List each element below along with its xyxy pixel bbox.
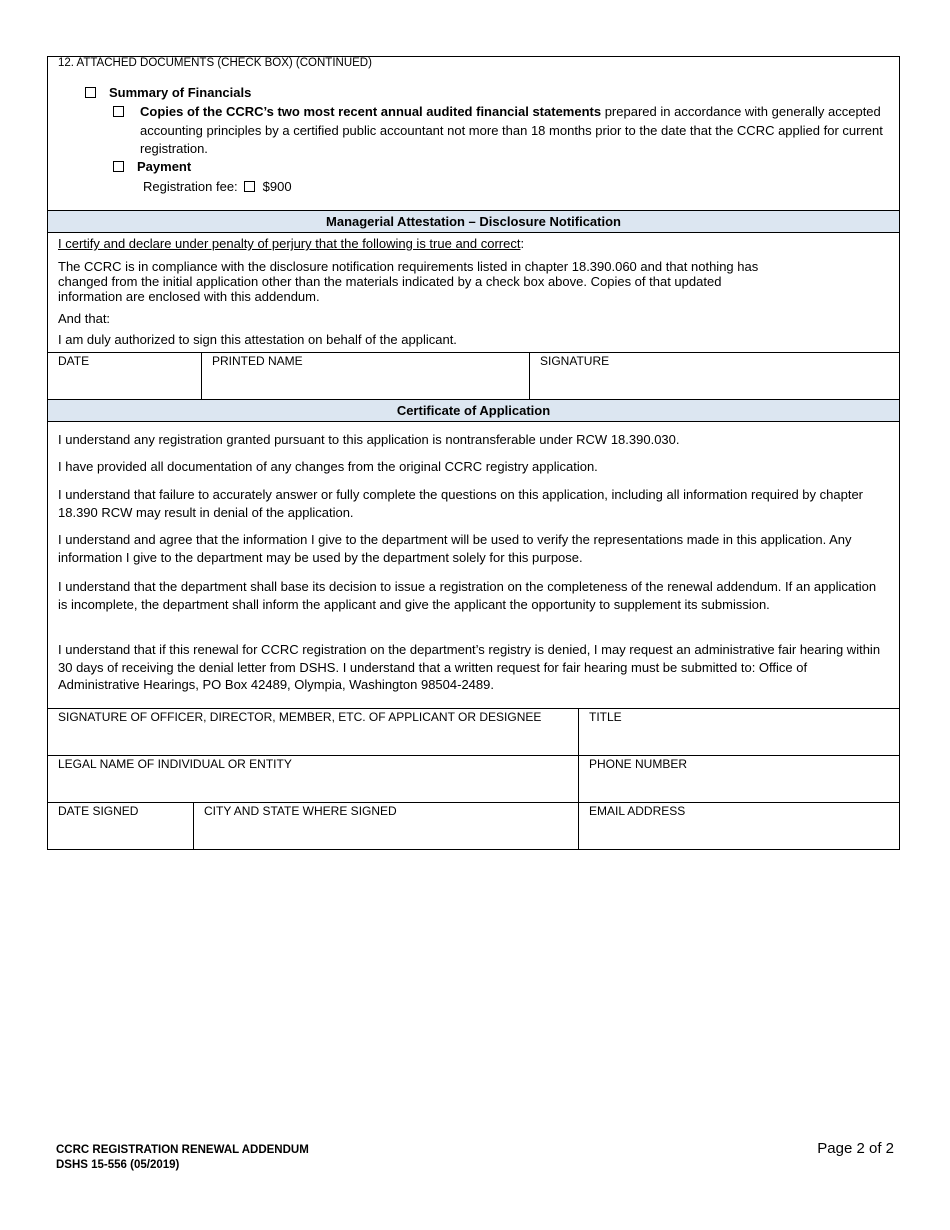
attestation-title: Managerial Attestation – Disclosure Notification xyxy=(48,211,899,233)
signed-fields-row xyxy=(48,803,899,849)
registration-fee-row xyxy=(143,179,292,194)
registration-fee-label: Registration fee: xyxy=(143,179,238,194)
city-state-label: CITY AND STATE WHERE SIGNED xyxy=(204,804,397,818)
attached-documents-header: 12. ATTACHED DOCUMENTS (CHECK BOX) (CONTINUED) xyxy=(58,57,372,69)
form-footer xyxy=(56,1143,309,1173)
title-field[interactable] xyxy=(579,709,899,755)
financial-statements-row xyxy=(113,103,883,159)
officer-signature-label: SIGNATURE OF OFFICER, DIRECTOR, MEMBER, ETC. OF APPLICANT OR DESIGNEE xyxy=(58,710,542,724)
certificate-paragraph: I understand any registration granted pursuant to this application is nontransferable under RCW 18.390.030. xyxy=(58,432,680,447)
form-number: DSHS 15-556 (05/2019) xyxy=(56,1159,180,1171)
city-state-field[interactable] xyxy=(194,803,579,849)
certify-colon: : xyxy=(520,236,525,251)
payment-label: Payment xyxy=(137,159,192,174)
page-number: Page 2 of 2 xyxy=(817,1140,894,1157)
attestation-fields-row xyxy=(48,353,899,400)
certificate-paragraph: I understand and agree that the information I give to the department will be used to verify the representations made in this application. Any information I give to the department may be used by the department solely for this purpose. xyxy=(58,532,852,565)
date-field-label: DATE xyxy=(58,354,90,368)
phone-number-field[interactable] xyxy=(579,756,899,802)
certificate-paragraph: I understand that failure to accurately answer or fully complete the questions on this application, including all information required by chapter 18.390 RCW may result in denial of the application. xyxy=(58,487,864,520)
email-address-label: EMAIL ADDRESS xyxy=(589,804,686,818)
financial-statements-text xyxy=(140,103,883,159)
officer-fields-row xyxy=(48,709,899,756)
date-field[interactable] xyxy=(48,353,202,399)
certify-statement xyxy=(58,236,889,251)
certificate-body xyxy=(48,422,899,709)
financial-statements-rest: prepared in accordance with generally accepted accounting principles by a certified public accountant not more than 18 months prior to the date that the CCRC applied for current registration. xyxy=(140,104,883,156)
certificate-paragraph: I have provided all documentation of any changes from the original CCRC registry application. xyxy=(58,459,598,474)
and-that-statement: And that: xyxy=(58,311,111,326)
email-address-field[interactable] xyxy=(579,803,899,849)
payment-row xyxy=(113,159,191,174)
authorized-statement: I am duly authorized to sign this attestation on behalf of the applicant. xyxy=(58,332,457,347)
attached-documents-section xyxy=(48,57,899,211)
registration-fee-amount: $900 xyxy=(262,179,292,194)
date-signed-field[interactable] xyxy=(48,803,194,849)
compliance-statement: The CCRC is in compliance with the disclosure notification requirements listed in chapter 18.390.060 and that nothing has changed from the initial application other than the materials indicated by a check box above. Copies of that updated information are enclosed with this addendum. xyxy=(58,259,759,304)
printed-name-field-label: PRINTED NAME xyxy=(212,354,303,368)
signature-field-label: SIGNATURE xyxy=(540,354,610,368)
date-signed-label: DATE SIGNED xyxy=(58,804,139,818)
phone-number-label: PHONE NUMBER xyxy=(589,757,688,771)
financial-statements-checkbox[interactable] xyxy=(113,106,124,117)
summary-of-financials-row xyxy=(85,85,251,100)
legal-name-field[interactable] xyxy=(48,756,579,802)
certificate-paragraph: I understand that the department shall base its decision to issue a registration on the completeness of the renewal addendum. If an application is incomplete, the department shall inform the applicant and give the applicant the opportunity to supplement its submission. xyxy=(58,579,877,612)
summary-of-financials-checkbox[interactable] xyxy=(85,87,96,98)
officer-signature-field[interactable] xyxy=(48,709,579,755)
legal-name-fields-row xyxy=(48,756,899,803)
title-field-label: TITLE xyxy=(589,710,622,724)
signature-field[interactable] xyxy=(530,353,899,399)
legal-name-label: LEGAL NAME OF INDIVIDUAL OR ENTITY xyxy=(58,757,292,771)
payment-checkbox[interactable] xyxy=(113,161,124,172)
certificate-title: Certificate of Application xyxy=(48,400,899,422)
form-title: CCRC REGISTRATION RENEWAL ADDENDUM xyxy=(56,1144,309,1156)
printed-name-field[interactable] xyxy=(202,353,530,399)
summary-of-financials-label: Summary of Financials xyxy=(109,85,252,100)
attestation-body xyxy=(48,233,899,353)
certify-underlined: I certify and declare under penalty of perjury that the following is true and correct xyxy=(58,236,521,251)
financial-statements-bold: Copies of the CCRC’s two most recent annual audited financial statements xyxy=(140,104,602,119)
renewal-form xyxy=(47,56,900,850)
registration-fee-checkbox[interactable] xyxy=(244,181,255,192)
certificate-paragraph: I understand that if this renewal for CCRC registration on the department’s registry is denied, I may request an administrative fair hearing within 30 days of receiving the denial letter from DSHS. I understand that a written request for fair hearing must be submitted to: Office of Administrative Hearings, PO Box 42489, Olympia, Washington 98504-2489. xyxy=(58,642,881,692)
